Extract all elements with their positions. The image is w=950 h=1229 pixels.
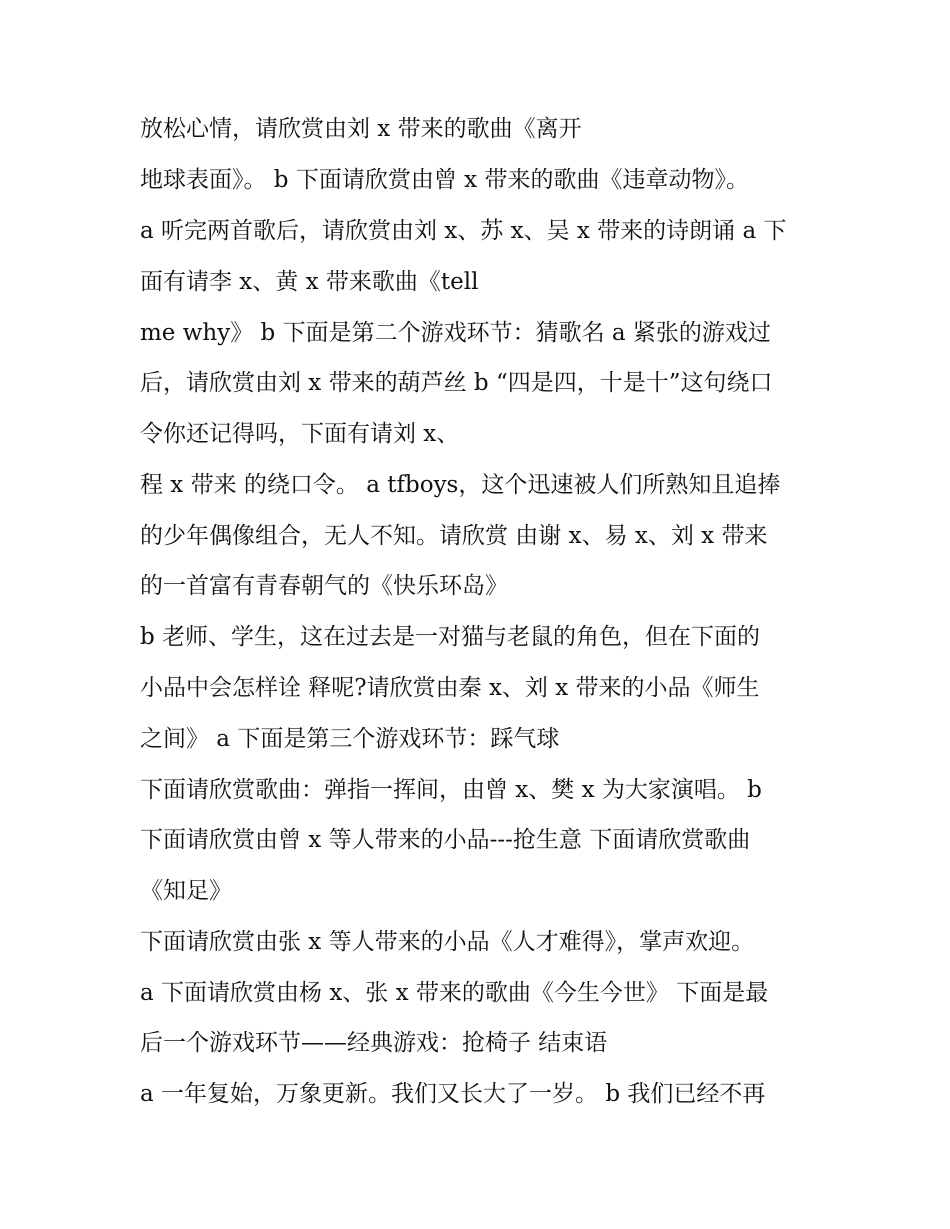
text-line: b 老师、学生，这在过去是一对猫与老鼠的角色，但在下面的: [140, 624, 761, 650]
text-line: a 听完两首歌后，请欣赏由刘 x、苏 x、吴 x 带来的诗朗诵 a 下: [140, 218, 787, 244]
text-line: a 下面请欣赏由杨 x、张 x 带来的歌曲《今生今世》 下面是最: [140, 980, 769, 1006]
text-line: 放松心情，请欣赏由刘 x 带来的歌曲《离开: [140, 116, 582, 142]
text-line: 下面请欣赏歌曲：弹指一挥间，由曾 x、樊 x 为大家演唱。 b: [140, 777, 762, 803]
text-line: a 一年复始，万象更新。我们又长大了一岁。 b 我们已经不再: [140, 1081, 766, 1107]
text-line: 地球表面》。 b 下面请欣赏由曾 x 带来的歌曲《违章动物》。: [140, 167, 749, 193]
text-line: 的少年偶像组合，无人不知。请欣赏 由谢 x、易 x、刘 x 带来: [140, 523, 768, 549]
text-line: 《知足》: [140, 878, 232, 904]
text-line: 后一个游戏环节——经典游戏：抢椅子 结束语: [140, 1030, 608, 1056]
text-line: 小品中会怎样诠 释呢?请欣赏由秦 x、刘 x 带来的小品《师生: [140, 675, 760, 701]
text-line: 程 x 带来 的绕口令。 a tfboys，这个迅速被人们所熟知且追捧: [140, 472, 781, 498]
text-line: 下面请欣赏由张 x 等人带来的小品《人才难得》，掌声欢迎。: [140, 929, 755, 955]
text-line: 后，请欣赏由刘 x 带来的葫芦丝 b “四是四，十是十”这句绕口: [140, 370, 773, 396]
text-line: 令你还记得吗，下面有请刘 x、: [140, 421, 460, 447]
text-line: 面有请李 x、黄 x 带来歌曲《tell: [140, 269, 479, 295]
text-line: me why》 b 下面是第二个游戏环节：猜歌名 a 紧张的游戏过: [140, 320, 771, 346]
text-line: 的一首富有青春朝气的《快乐环岛》: [140, 573, 508, 599]
text-line: 之间》 a 下面是第三个游戏环节：踩气球: [140, 726, 560, 752]
text-line: 下面请欣赏由曾 x 等人带来的小品---抢生意 下面请欣赏歌曲: [140, 827, 751, 853]
